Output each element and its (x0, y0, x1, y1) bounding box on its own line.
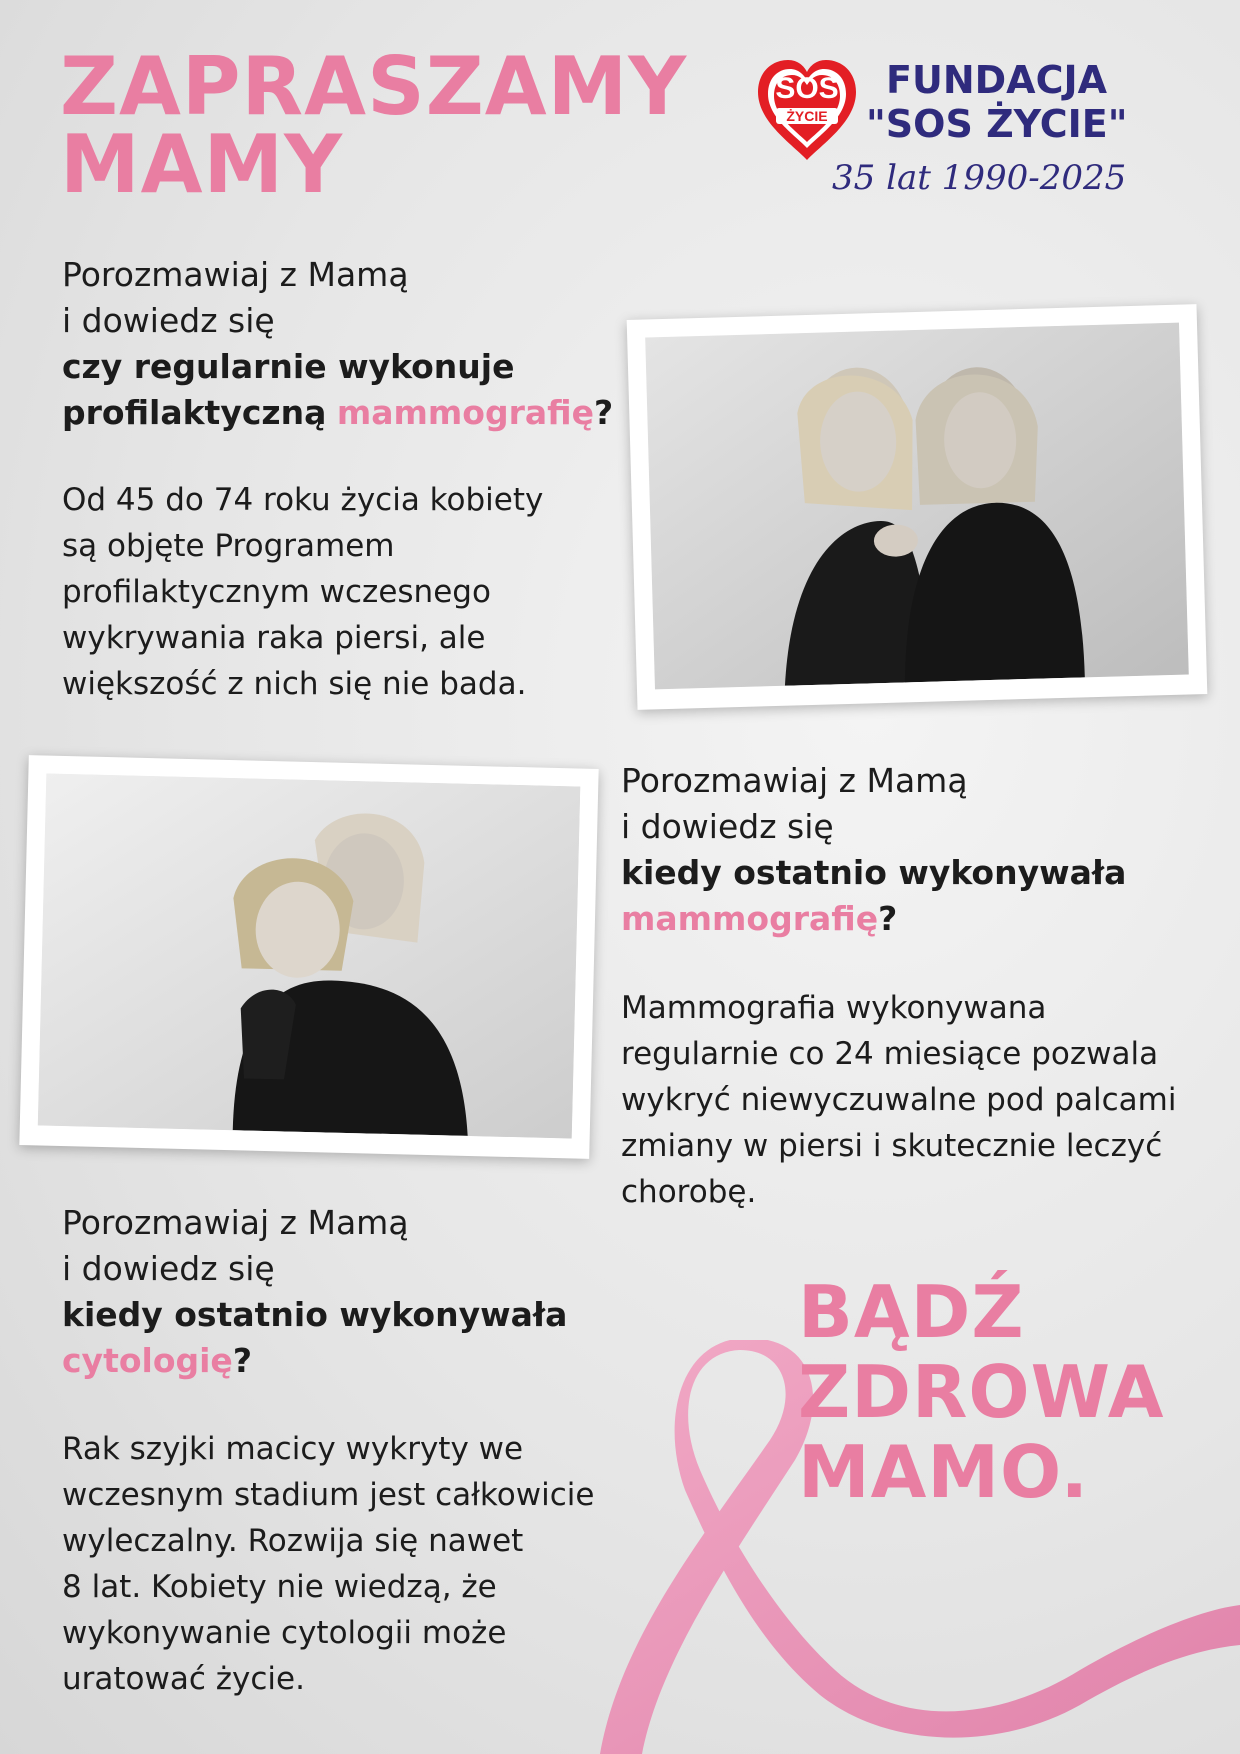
section-2-body-line: wykryć niewyczuwalne pod palcami (621, 1082, 1177, 1118)
section-2-body-line: regularnie co 24 miesiące pozwala (621, 1036, 1159, 1072)
section-3-body (62, 1426, 642, 1702)
heart-logo-subtext: ŻYCIE (776, 108, 838, 124)
section-3-question (62, 1200, 662, 1384)
title-line-1: ZAPRASZAMY (60, 40, 688, 133)
section-3-body-line: Rak szyjki macicy wykryty we (62, 1431, 524, 1467)
section-1-body-line: wykrywania raka piersi, ale (62, 620, 486, 656)
section-3-body-line: wczesnym stadium jest całkowicie (62, 1477, 595, 1513)
section-1-body-line: większość z nich się nie bada. (62, 666, 527, 702)
heart-logo-text: SOS (775, 72, 839, 105)
section-2-body (621, 985, 1231, 1215)
page-title (60, 40, 688, 211)
closing-line-3: MAMO. (798, 1430, 1089, 1514)
photo-mother-daughter-2 (19, 755, 598, 1159)
foundation-name (866, 58, 1128, 146)
section-3-highlight: cytologię (62, 1341, 233, 1380)
section-1-line-2: i dowiedz się (62, 301, 275, 340)
section-2-qmark: ? (878, 899, 898, 938)
closing-slogan (798, 1272, 1165, 1512)
section-1-line-1: Porozmawiaj z Mamą (62, 255, 409, 294)
foundation-name-line-1: FUNDACJA (886, 58, 1108, 102)
section-1-bold-1: czy regularnie wykonuje (62, 347, 515, 386)
section-1-question (62, 252, 652, 436)
section-1-body-line: są objęte Programem (62, 528, 395, 564)
foundation-years: 35 lat 1990-2025 (832, 158, 1127, 198)
section-3-bold-1: kiedy ostatnio wykonywała (62, 1295, 568, 1334)
section-3-body-line: wykonywanie cytologii może (62, 1615, 507, 1651)
section-3-line-1: Porozmawiaj z Mamą (62, 1203, 409, 1242)
section-3-line-2: i dowiedz się (62, 1249, 275, 1288)
section-2-question (621, 758, 1221, 942)
section-3-body-line: 8 lat. Kobiety nie wiedzą, że (62, 1569, 497, 1605)
foundation-name-line-2: "SOS ŻYCIE" (866, 102, 1128, 146)
section-2-body-line: chorobę. (621, 1174, 757, 1210)
section-2-highlight: mammografię (621, 899, 879, 938)
photo-mother-daughter-1 (627, 304, 1208, 710)
section-3-body-line: wyleczalny. Rozwija się nawet (62, 1523, 524, 1559)
section-1-bold-2: profilaktyczną (62, 393, 327, 432)
title-line-2: MAMY (60, 118, 344, 211)
section-2-body-line: zmiany w piersi i skutecznie leczyć (621, 1128, 1163, 1164)
section-1-body-line: Od 45 do 74 roku życia kobiety (62, 482, 544, 518)
section-1-highlight: mammografię (336, 393, 594, 432)
section-2-line-1: Porozmawiaj z Mamą (621, 761, 968, 800)
section-3-body-line: uratować życie. (62, 1661, 305, 1697)
section-2-line-2: i dowiedz się (621, 807, 834, 846)
section-2-bold-1: kiedy ostatnio wykonywała (621, 853, 1127, 892)
section-1-body-line: profilaktycznym wczesnego (62, 574, 491, 610)
photo-1-silhouettes (645, 323, 1189, 690)
section-2-body-line: Mammografia wykonywana (621, 990, 1047, 1026)
closing-line-1: BĄDŹ (798, 1270, 1025, 1354)
closing-line-2: ZDROWA (798, 1350, 1165, 1434)
photo-2-silhouettes (38, 774, 580, 1139)
section-1-body (62, 477, 622, 707)
section-1-qmark: ? (593, 393, 614, 432)
foundation-logo (752, 56, 862, 164)
section-3-qmark: ? (232, 1341, 252, 1380)
